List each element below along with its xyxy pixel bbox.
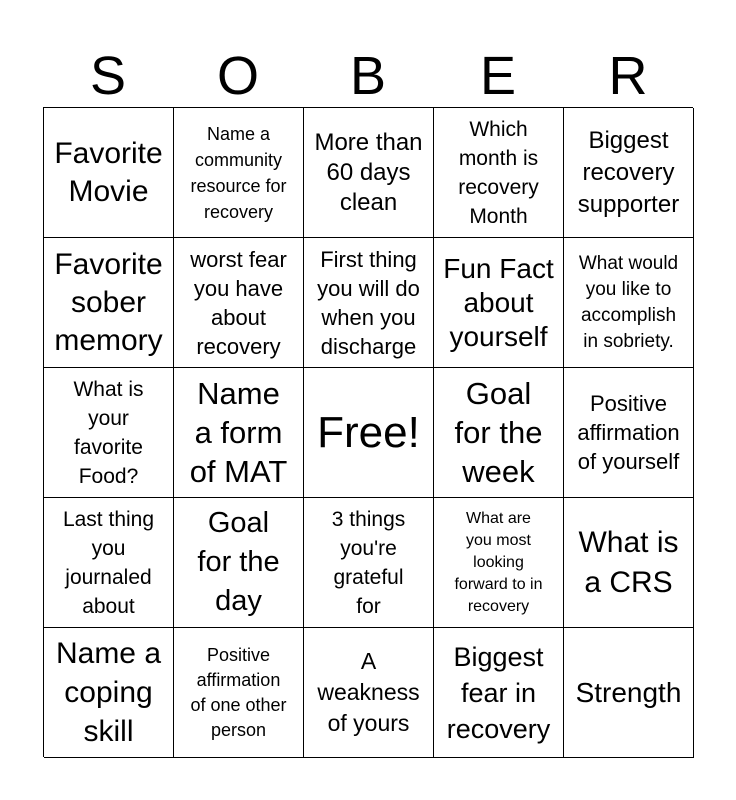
bingo-cell-text: More than 60 days clean [314, 128, 423, 216]
bingo-cell-r2c5[interactable] [564, 238, 694, 368]
bingo-cell-r5c3[interactable] [304, 628, 434, 758]
bingo-cell-r1c1[interactable] [44, 108, 174, 238]
bingo-cell-text: What are you most looking forward to in recovery [454, 509, 543, 615]
bingo-cell-text: Which month is recovery Month [458, 117, 539, 228]
bingo-cell-r4c4[interactable] [434, 498, 564, 628]
bingo-cell-text: Favorite sober memory [54, 247, 163, 357]
bingo-cell-r5c4[interactable] [434, 628, 564, 758]
bingo-grid [43, 107, 693, 757]
bingo-cell-text: worst fear you have about recovery [190, 246, 287, 359]
bingo-cell-text: 3 things you're grateful for [331, 507, 406, 618]
bingo-header [43, 46, 693, 106]
bingo-cell-r2c4[interactable] [434, 238, 564, 368]
bingo-cell-text: What is a CRS [578, 525, 679, 599]
header-letter-e: E [479, 46, 517, 106]
bingo-cell-r5c1[interactable] [44, 628, 174, 758]
bingo-cell-r4c2[interactable] [174, 498, 304, 628]
bingo-cell-text: Free! [317, 407, 420, 457]
bingo-cell-r2c1[interactable] [44, 238, 174, 368]
bingo-cell-r2c2[interactable] [174, 238, 304, 368]
bingo-cell-text: Positive affirmation of yourself [577, 391, 680, 474]
bingo-cell-r4c3[interactable] [304, 498, 434, 628]
bingo-cell-text: Fun Fact about yourself [443, 252, 554, 352]
bingo-cell-text: What would you like to accomplish in sobriety. [578, 252, 679, 352]
bingo-cell-text: Biggest recovery supporter [577, 126, 680, 218]
bingo-cell-text: Positive affirmation of one other person [190, 644, 287, 740]
bingo-cell-r3c1[interactable] [44, 368, 174, 498]
bingo-cell-text: What is your favorite Food? [73, 377, 144, 488]
header-letter-b: B [349, 46, 387, 106]
bingo-cell-text: Name a community resource for recovery [190, 123, 287, 222]
bingo-cell-r2c3[interactable] [304, 238, 434, 368]
bingo-cell-r1c2[interactable] [174, 108, 304, 238]
bingo-cell-r3c2[interactable] [174, 368, 304, 498]
bingo-cell-r1c5[interactable] [564, 108, 694, 238]
bingo-cell-r4c1[interactable] [44, 498, 174, 628]
header-letter-s: S [89, 46, 127, 106]
bingo-cell-text: Biggest fear in recovery [446, 641, 551, 744]
bingo-cell-r3c3[interactable] [304, 368, 434, 498]
bingo-cell-r1c4[interactable] [434, 108, 564, 238]
header-letter-r: R [608, 46, 648, 106]
bingo-cell-r4c5[interactable] [564, 498, 694, 628]
bingo-cell-r3c5[interactable] [564, 368, 694, 498]
header-letter-o: O [216, 46, 259, 106]
bingo-cell-r1c3[interactable] [304, 108, 434, 238]
bingo-cell-text: Favorite Movie [54, 136, 163, 208]
bingo-cell-r5c5[interactable] [564, 628, 694, 758]
bingo-cell-text: First thing you will do when you discharge [317, 246, 420, 359]
bingo-cell-text: Name a form of MAT [189, 376, 288, 489]
bingo-cell-text: A weakness of yours [317, 648, 420, 736]
bingo-cell-r5c2[interactable] [174, 628, 304, 758]
bingo-cell-text: Goal for the day [197, 507, 280, 617]
bingo-cell-r3c4[interactable] [434, 368, 564, 498]
bingo-cell-text: Strength [575, 677, 682, 708]
bingo-cell-text: Name a coping skill [55, 637, 162, 748]
bingo-cell-text: Goal for the week [454, 376, 543, 489]
bingo-cell-text: Last thing you journaled about [62, 507, 155, 618]
